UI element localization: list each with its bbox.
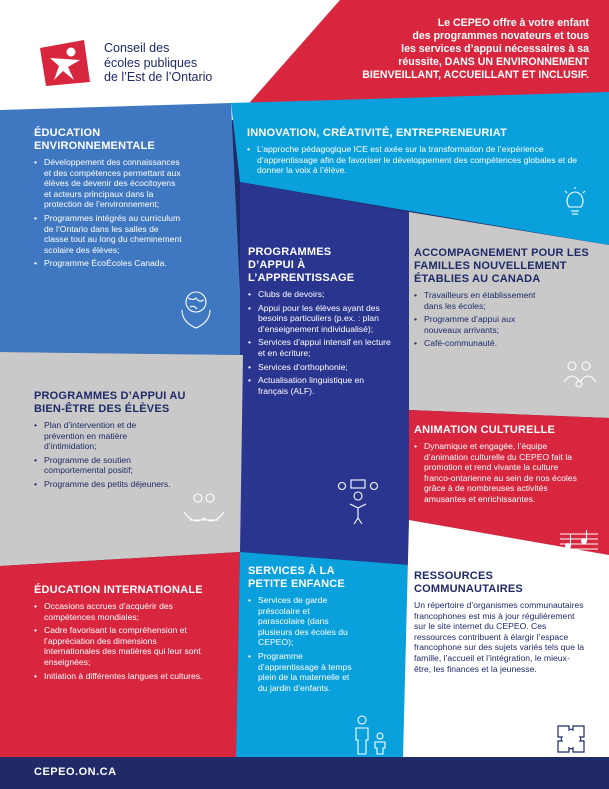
org-name-line: Conseil des — [104, 41, 170, 55]
list-item: • Actualisation linguistique en français (ALF). — [248, 375, 396, 396]
list-item: • Clubs de devoirs; — [248, 289, 396, 300]
bullet-list — [247, 144, 587, 176]
section-bienetre — [34, 390, 214, 493]
section-title: ÉDUCATION INTERNATIONALE — [34, 584, 203, 596]
section-title: ANIMATION CULTURELLE — [414, 424, 556, 436]
list-item: • Appui pour les élèves ayant des besoins particuliers (p.ex. : plan d’enseignement individualisé); — [248, 303, 396, 335]
list-item: • Cadre favorisant la compréhension et l’appréciation des dimensions internationales des matières qui leur sont enseignées; — [34, 625, 204, 667]
list-item: • Programme ÉcoÉcoles Canada. — [34, 258, 214, 269]
list-item: • Travailleurs en établissement dans les écoles; — [414, 290, 554, 311]
list-item: • Occasions accrues d’acquérir des compétences mondiales; — [34, 601, 204, 622]
list-item: • Plan d’intervention et de prévention en matière d’intimidation; — [34, 420, 174, 452]
website-link[interactable]: CEPEO.ON.CA — [34, 766, 117, 778]
section-title: PROGRAMMES D’APPUI AU BIEN-ÊTRE DES ÉLÈVES — [34, 390, 186, 415]
org-name-line: de l’Est de l’Ontario — [104, 70, 213, 84]
bullet-list — [414, 441, 584, 505]
list-item: • Programme de soutien comportemental positif; — [34, 455, 174, 476]
section-apprentissage — [248, 246, 396, 399]
list-item: • Programmes intégrés au curriculum de l’Ontario dans les salles de classe tout au long du cheminement scolaire des élèves; — [34, 213, 184, 255]
caring-hands-icon — [182, 490, 226, 526]
cepeo-logo-icon — [40, 40, 90, 86]
section-enfance — [248, 565, 396, 696]
section-international — [34, 584, 204, 684]
section-environnement — [34, 127, 184, 272]
student-icon — [336, 478, 380, 526]
tagline-line: des programmes novateurs et tous — [412, 30, 589, 42]
section-innovation — [247, 127, 587, 179]
section-animation — [414, 424, 584, 508]
list-item: • Services d’orthophonie; — [248, 362, 396, 373]
list-item: • Développement des connaissances et des compétences permettant aux élèves de devenir des écocitoyens et acteurs principaux dans la protection de l’environnement; — [34, 157, 184, 210]
section-text: Un répertoire d’organismes communautaires francophones est mis à jour régulièrement sur le site internet du CEPEO. Ces ressources contribuent à élargir l’espace francophone sur des sujets variés tels que la famille, l’accueil et l’intégration, le mieux-être, les finances et la jeunesse. — [414, 600, 585, 674]
bullet-list — [414, 290, 554, 349]
tagline-line: Le CEPEO offre à votre enfant — [437, 17, 589, 29]
org-name — [104, 41, 212, 85]
bullet-list — [248, 595, 358, 693]
puzzle-icon — [556, 724, 586, 754]
list-item: • Programme des petits déjeuners. — [34, 479, 174, 490]
bullet-list — [34, 601, 204, 681]
section-title: ÉDUCATION ENVIRONNEMENTALE — [34, 127, 155, 152]
list-item: • Initiation à différentes langues et cultures. — [34, 671, 204, 682]
list-item: • Services de garde préscolaire et parascolaire (dans plusieurs des écoles du CEPEO); — [248, 595, 358, 648]
section-title: PROGRAMMES D’APPUI À L’APPRENTISSAGE — [248, 246, 355, 284]
section-title: RESSOURCES COMMUNAUTAIRES — [414, 570, 523, 595]
tagline-line: les services d’appui nécessaires à sa — [401, 43, 589, 55]
tagline-line: BIENVEILLANT, ACCUEILLANT ET INCLUSIF. — [362, 69, 589, 81]
music-notes-icon — [560, 528, 598, 554]
section-title: SERVICES À LA PETITE ENFANCE — [248, 565, 345, 590]
tagline — [289, 17, 589, 82]
list-item: • L’approche pédagogique ICE est axée sur la transformation de l’expérience d’apprentissage afin de favoriser le développement des compétences globales et de donner la voix à l’élève. — [247, 144, 587, 176]
bullet-list — [34, 420, 174, 490]
list-item: • Programme d’apprentissage à temps plein de la maternelle et du jardin d’enfants. — [248, 651, 358, 693]
list-item: • Services d’appui intensif en lecture et en écriture; — [248, 337, 396, 358]
tagline-line: réussite, DANS UN ENVIRONNEMENT — [398, 56, 589, 68]
parent-child-icon — [350, 714, 390, 756]
section-title: ACCOMPAGNEMENT POUR LES FAMILLES NOUVELLEMENT ÉTABLIES AU CANADA — [414, 247, 589, 285]
list-item: • Dynamique et engagée, l’équipe d’animation culturelle du CEPEO fait la promotion et rend vivante la culture franco-ontarienne au sein de nos écoles grâce à de nombreuses activités amusantes et enrichissantes. — [414, 441, 584, 505]
section-ressources — [414, 570, 586, 674]
lightbulb-icon — [563, 187, 587, 219]
section-title: INNOVATION, CRÉATIVITÉ, ENTREPRENEURIAT — [247, 127, 507, 139]
list-item: • Programme d’appui aux nouveaux arrivants; — [414, 314, 554, 335]
section-familles — [414, 247, 594, 352]
list-item: • Café-communauté. — [414, 338, 554, 349]
globe-hands-icon — [178, 290, 214, 330]
bullet-list — [248, 289, 396, 396]
family-icon — [562, 358, 596, 394]
bullet-list — [34, 157, 184, 269]
org-name-line: écoles publiques — [104, 55, 198, 70]
